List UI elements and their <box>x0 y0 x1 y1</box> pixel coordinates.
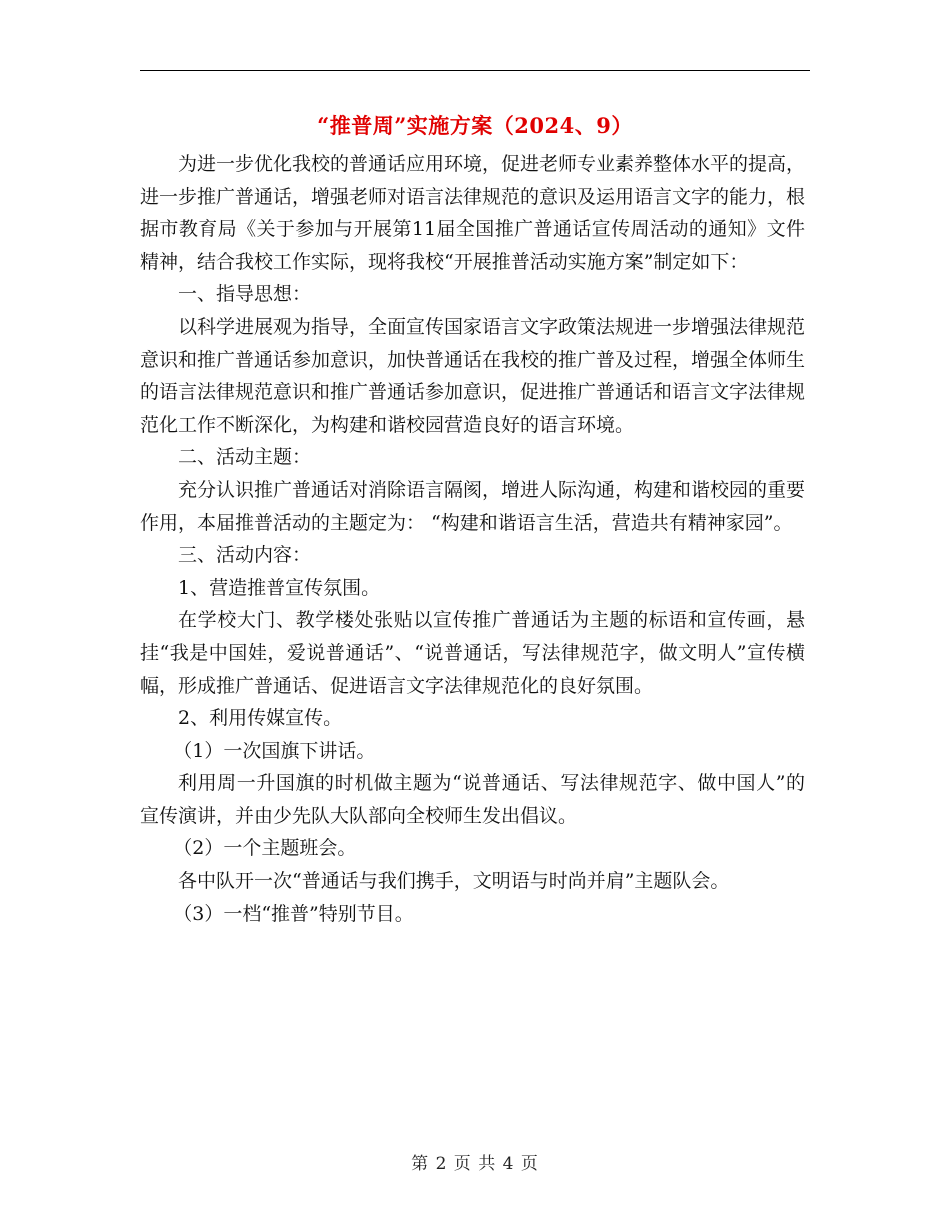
page-number-footer: 第 2 页 共 4 页 <box>411 1154 539 1174</box>
class-meeting-paragraph: 各中队开一次“普通话与我们携手，文明语与时尚并肩”主题队会。 <box>178 870 730 893</box>
item-heading-atmosphere: 1、营造推普宣传氛围。 <box>178 576 381 599</box>
header-rule <box>140 70 810 71</box>
theme-paragraph: 充分认识推广普通话对消除语言隔阂，增进人际沟通，构建和谐校园的重要作用，本届推普活动的主题定为： “构建和谐语言生活，营造共有精神家园”。 <box>140 478 806 534</box>
flag-speech-paragraph: 利用周一升国旗的时机做主题为“说普通话、写法律规范字、做中国人”的宣传演讲，并由少先队大队部向全校师生发出倡议。 <box>140 772 805 827</box>
document-body <box>140 148 805 930</box>
section-heading-content: 三、活动内容： <box>178 544 312 567</box>
guiding-thought-paragraph: 以科学进展观为指导，全面宣传国家语言文字政策法规进一步增强法律规范意识和推广普通话参加意识，加快普通话在我校的推广普及过程，增强全体师生的语言法律规范意识和推广普通话参加意识，促进推广普通话和语言文字法律规范化工作不断深化，为构建和谐校园营造良好的语言环境。 <box>140 315 806 436</box>
item-heading-media: 2、利用传媒宣传。 <box>178 707 343 730</box>
section-heading-theme: 二、活动主题： <box>178 446 312 469</box>
document-title: “推普周”实施方案（2024、9） <box>317 113 633 138</box>
atmosphere-paragraph: 在学校大门、教学楼处张贴以宣传推广普通话为主题的标语和宣传画，悬挂“我是中国娃，爱说普通话”、“说普通话，写法律规范字，做文明人”宣传横幅，形成推广普通话、促进语言文字法律规范化的良好氛围。 <box>140 609 805 697</box>
subitem-special-program: （3）一档“推普”特别节目。 <box>173 902 414 925</box>
subitem-flag-speech: （1）一次国旗下讲话。 <box>173 739 376 762</box>
section-heading-guiding-thought: 一、指导思想： <box>178 283 312 306</box>
subitem-class-meeting: （2）一个主题班会。 <box>173 837 357 860</box>
intro-paragraph: 为进一步优化我校的普通话应用环境，促进老师专业素养整体水平的提高，进一步推广普通话，增强老师对语言法律规范的意识及运用语言文字的能力，根据市教育局《关于参加与开展第11届全国推广普通话宣传周活动的通知》文件精神，结合我校工作实际，现将我校“开展推普活动实施方案”制定如下： <box>140 153 806 273</box>
